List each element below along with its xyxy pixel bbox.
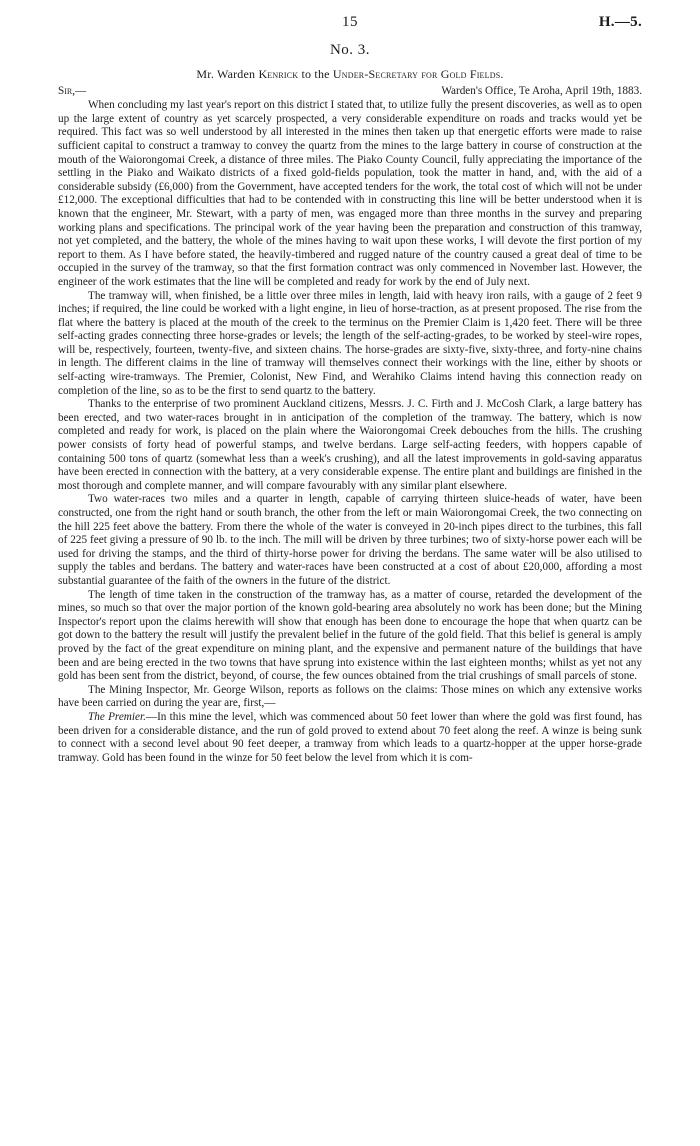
paragraph-premier bbox=[58, 711, 642, 765]
heading-sender: Kenrick bbox=[258, 66, 299, 81]
paragraph-5: The length of time taken in the construction of the tramway has, as a matter of course, retarded the development of the mines, so much so that over the major portion of the known gold-bearing area absolutely no work has been done; but the Mining Inspector's report upon the claims herewith will show that enough has been done to encourage the hope that when quartz can be got down to the battery the result will justify the prevalent belief in the future of the gold field. That this belief is general is amply proved by the fact of the great expenditure on mining plant, and the expensive and permanent nature of the buildings that have been and are being erected in the two towns that have sprung into existence within the last eighteen months; whilst as yet not any gold has been sent from the district, beyond, of course, the few ounces obtained from the trial crushings of small parcels of stone. bbox=[58, 588, 642, 683]
letter-heading bbox=[58, 68, 642, 82]
paper-reference: H.—5. bbox=[598, 14, 642, 30]
heading-recipient: Under-Secretary for Gold Fields. bbox=[332, 66, 504, 81]
paragraph-6: The Mining Inspector, Mr. George Wilson, reports as follows on the claims: Those mines on which any extensive works have been carried on during the year are, first,— bbox=[58, 683, 642, 710]
letter-body bbox=[58, 99, 642, 765]
salutation: Sir,— bbox=[58, 85, 87, 98]
dateline: Warden's Office, Te Aroha, April 19th, 1883. bbox=[441, 85, 642, 98]
salutation-row bbox=[58, 85, 642, 99]
heading-prefix: Mr. Warden bbox=[196, 66, 259, 81]
section-text-premier: In this mine the level, which was commenced about 50 feet lower than where the gold was first found, has been driven for a considerable distance, and the run of gold proved to extend about 70 feet along the reef. A winze is being sunk to connect with a second level about 90 feet deeper, a tramway from which leads to a quartz-hopper at the upper horse-grade tramway. Gold has been found in the winze for 50 feet below the level from which it is com- bbox=[58, 710, 642, 764]
running-head bbox=[58, 16, 642, 36]
page-number: 15 bbox=[342, 14, 358, 30]
paragraph-1: When concluding my last year's report on this district I stated that, to utilize fully the present discoveries, as well as to open up the large extent of country as yet scarcely prospected, a very considerable expenditure on roads and tracks would yet be required. This fact was so well understood by all interested in the mines then taken up that energetic efforts were made to raise sufficient capital to construct a tramway to convey the quartz from the mines to the large battery in course of construction at the mouth of the Waiorongomai Creek, a distance of three miles. The Piako County Council, fully appreciating the importance of the settling in the Piako and Waikato districts of a fixed gold-fields population, took the matter in hand, and, with the aid of a considerable subsidy (£6,000) from the Government, have accepted tenders for the work, the total cost of which will not be under £12,000. The exceptional difficulties that had to be contended with in constructing this line will be better understood when it is known that the engineer, Mr. Stewart, with a party of men, was engaged more than three months in the survey and preparing working plans and specifications. The principal work of the year having been the preparation and construction of this tramway, not yet completed, and the battery, the whole of the mines having to wait upon these works, I will devote the first portion of my report to them. As I have before stated, the heavily-timbered and rugged nature of the country caused a great deal of time to be occupied in the survey of the tramway, so that the first formation contract was only commenced in November last. However, the engineer of the work estimates that the line will be completed and ready for work by the end of July next. bbox=[58, 99, 642, 288]
paragraph-3: Thanks to the enterprise of two prominent Auckland citizens, Messrs. J. C. Firth and J. McCosh Clark, a large battery has been erected, and two water-races brought in in anticipation of the completion of the tramway. The battery, which is now completed and ready for work, is placed on the plain where the Waiorongomai Creek debouches from the hills. The crushing power consists of forty head of powerful stamps, and twelve berdans. Large self-acting feeders, with hoppers capable of containing 500 tons of quartz (somewhat less than a week's crushing), and all the latest improvements in gold-saving apparatus have been erected in connection with the battery, at a very considerable expense. The entire plant and buildings are finished in the most thorough and complete manner, and will compare favourably with any similar plant elsewhere. bbox=[58, 398, 642, 492]
heading-middle: to the bbox=[298, 66, 333, 81]
paragraph-4: Two water-races two miles and a quarter in length, capable of carrying thirteen sluice-heads of water, have been constructed, one from the right hand or south branch, the other from the left or main Waiorongomai Creek, the two connecting on the hill 225 feet above the battery. From there the whole of the water is conveyed in 20-inch pipes direct to the turbines, this fall of 225 feet giving a pressure of 90 lb. to the inch. The mill will be driven by three turbines; two of sixty-horse power each will be used for driving the stamps, and the third of thirty-horse power for driving the berdans. The same water will be also utilised to supply the tables and berdans. The battery and water-races have been constructed at a cost of about £20,000, affording a most substantial guarantee of the faith of the owners in the future of the district. bbox=[58, 493, 642, 587]
paragraph-2: The tramway will, when finished, be a little over three miles in length, laid with heavy iron rails, with a gauge of 2 feet 9 inches; if required, the line could be worked with a light engine, in lieu of horse-traction, as at present proposed. The rise from the flat where the battery is placed at the mouth of the creek to the terminus on the Premier Claim is 1,420 feet. There will be three self-acting grades connecting three horse-grades or levels; the length of the self-acting-grades, to be worked by steel-wire ropes, will be, respectively, fourteen, twenty-five, and sixteen chains. The horse-grades are sixty-five, sixty-three, and forty-nine chains in length. The different claims in the line of tramway will themselves connect their workings with the line, either by shoots or self-acting wire-tramways. The Premier, Colonist, New Find, and Werahiko Claims intend having this connection ready on completion of the line, so as to be the first to send quartz to the battery. bbox=[58, 289, 642, 397]
section-title-premier: The Premier. bbox=[88, 710, 146, 723]
document-number: No. 3. bbox=[329, 42, 371, 58]
section-dash: — bbox=[145, 710, 158, 723]
